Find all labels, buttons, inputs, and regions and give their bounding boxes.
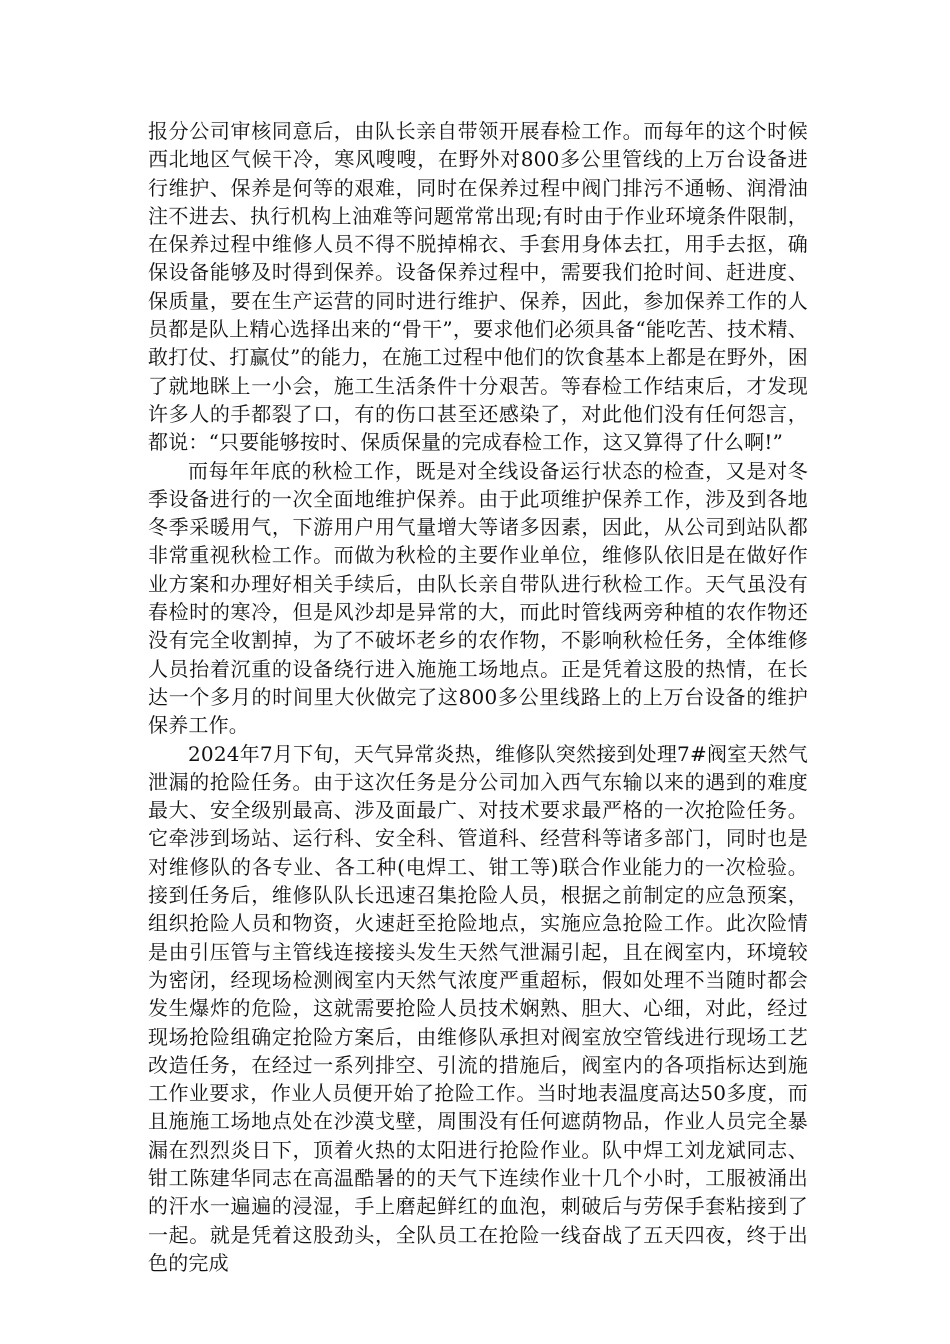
paragraph-autumn-inspection: 而每年年底的秋检工作，既是对全线设备运行状态的检查，又是对冬季设备进行的一次全面地维护保养。由于此项维护保养工作，涉及到各地冬季采暖用气，下游用户用气量增大等诸多因素，因此，从公司到站队都非常重视秋检工作。而做为秋检的主要作业单位，维修队依旧是在做好作业方案和办理好相关手续后，由队长亲自带队进行秋检工作。天气虽没有春检时的寒冷，但是风沙却是异常的大，而此时管线两旁种植的农作物还没有完全收割掉，为了不破坏老乡的农作物，不影响秋检任务，全体维修人员抬着沉重的设备绕行进入施施工场地点。正是凭着这股的热情，在长达一个多月的时间里大伙做完了这800多公里线路上的上万台设备的维护保养工作。 <box>148 458 808 738</box>
paragraph-spring-inspection: 报分公司审核同意后，由队长亲自带领开展春检工作。而每年的这个时候西北地区气候干冷，寒风嗖嗖，在野外对800多公里管线的上万台设备进行维护、保养是何等的艰难，同时在保养过程中阀门排污不通畅、润滑油注不进去、执行机构上油难等问题常常出现;有时由于作业环境条件限制，在保养过程中维修人员不得不脱掉棉衣、手套用身体去扛，用手去抠，确保设备能够及时得到保养。设备保养过程中，需要我们抢时间、赶进度、保质量，要在生产运营的同时进行维护、保养，因此，参加保养工作的人员都是队上精心选择出来的“骨干”，要求他们必须具备“能吃苦、技术精、敢打仗、打赢仗”的能力，在施工过程中他们的饮食基本上都是在野外，困了就地眯上一小会，施工生活条件十分艰苦。等春检工作结束后，才发现许多人的手都裂了口，有的伤口甚至还感染了，对此他们没有任何怨言，都说：“只要能够按时、保质保量的完成春检工作，这又算得了什么啊!” <box>148 119 808 455</box>
paragraph-emergency-repair: 2024年7月下旬，天气异常炎热，维修队突然接到处理7#阀室天然气泄漏的抢险任务。由于这次任务是分公司加入西气东输以来的遇到的难度最大、安全级别最高、涉及面最广、对技术要求最严格的一次抢险任务。它牵涉到场站、运行科、安全科、管道科、经营科等诸多部门，同时也是对维修队的各专业、各工种(电焊工、钳工等)联合作业能力的一次检验。接到任务后，维修队队长迅速召集抢险人员，根据之前制定的应急预案，组织抢险人员和物资，火速赶至抢险地点，实施应急抢险工作。此次险情是由引压管与主管线连接接头发生天然气泄漏引起，且在阀室内，环境较为密闭，经现场检测阀室内天然气浓度严重超标，假如处理不当随时都会发生爆炸的危险，这就需要抢险人员技术娴熟、胆大、心细，对此，经过现场抢险组确定抢险方案后，由维修队承担对阀室放空管线进行现场工艺改造任务，在经过一系列排空、引流的措施后，阀室内的各项指标达到施工作业要求，作业人员便开始了抢险工作。当时地表温度高达50多度，而且施施工场地点处在沙漠戈壁，周围没有任何遮荫物品，作业人员完全暴漏在烈烈炎日下，顶着火热的太阳进行抢险作业。队中焊工刘龙斌同志、钳工陈建华同志在高温酷暑的的天气下连续作业十几个小时，工服被涌出的汗水一遍遍的浸湿，手上磨起鲜红的血泡，刺破后与劳保手套粘接到了一起。就是凭着这股劲头，全队员工在抢险一线奋战了五天四夜，终于出色的完成 <box>148 741 808 1275</box>
document-body <box>148 117 808 1277</box>
